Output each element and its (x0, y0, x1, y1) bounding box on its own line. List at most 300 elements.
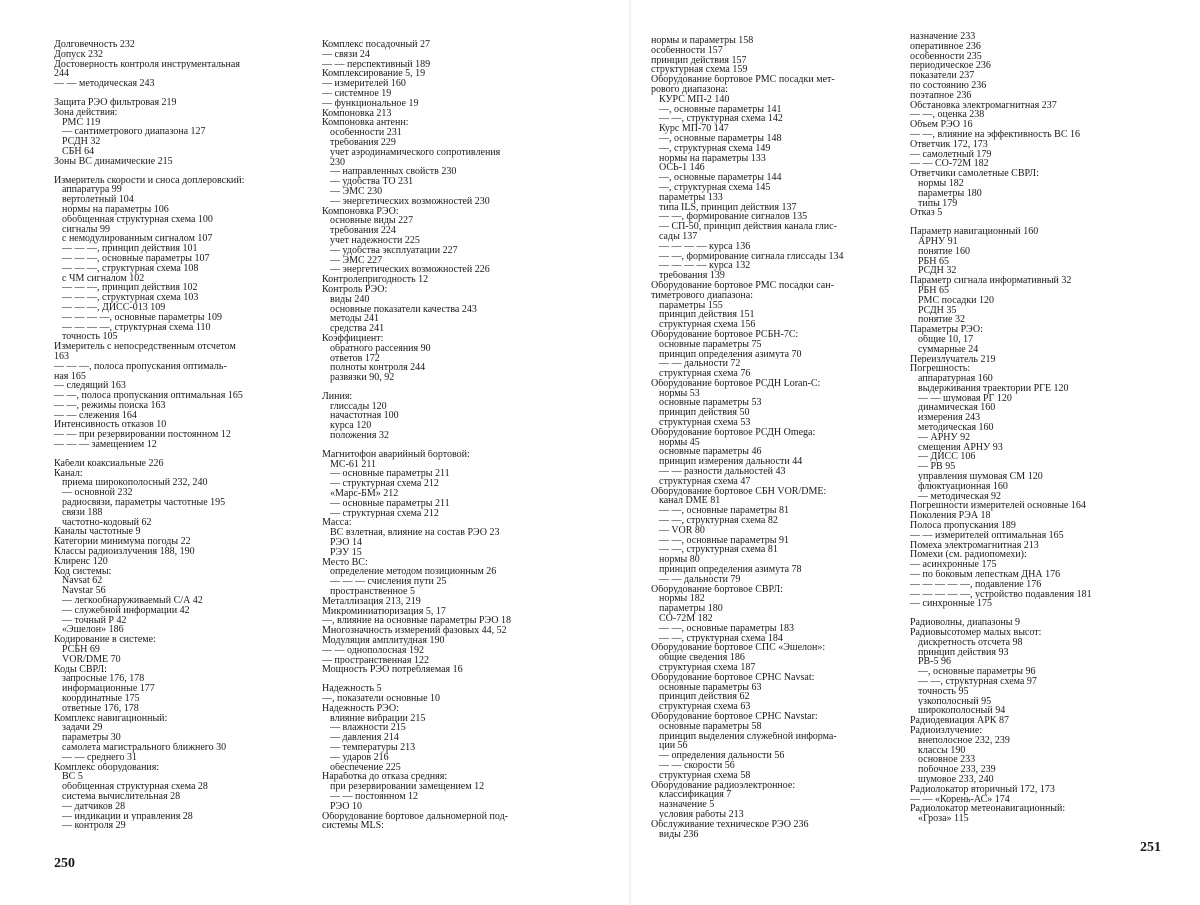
index-entry: — СП-50, принцип действия канала глис- (659, 222, 837, 232)
index-entry: — АРНУ 92 (918, 432, 971, 443)
index-entry: понятие 160 (918, 246, 970, 257)
index-entry: 163 (54, 351, 69, 362)
index-gap (322, 675, 612, 684)
index-entry: параметры 180 (659, 604, 723, 615)
index-entry: основные показатели качества 243 (330, 304, 477, 315)
index-entry: требования 139 (659, 271, 725, 281)
index-entry: смещения АРНУ 93 (918, 442, 1003, 453)
index-entry: требования 229 (330, 137, 396, 148)
index-entry: — служебной информации 42 (62, 605, 190, 616)
index-gap (54, 450, 308, 459)
index-entry: тиметрового диапазона: (651, 290, 753, 301)
index-entry: — — методическая 243 (54, 79, 155, 89)
index-entry: Оборудование бортовое РМС посадки мет- (651, 75, 835, 85)
index-entry: нормы 45 (659, 437, 700, 448)
index-entry: — — — —, основные параметры 109 (62, 312, 222, 323)
index-entry: — измерителей 160 (322, 79, 406, 89)
index-entry: системы MLS: (322, 821, 384, 832)
index-gap (910, 609, 1180, 618)
index-entry: ответные 176, 178 (62, 703, 139, 714)
index-entry: — контроля 29 (62, 821, 126, 832)
index-entry: «Эшелон» 186 (62, 625, 124, 636)
index-entry: учет аэродинамического сопротивления (330, 147, 501, 158)
index-entry: Металлизация 213, 219 (322, 596, 421, 607)
index-entry: приема широкополосный 232, 240 (62, 478, 208, 489)
index-entry: методы 241 (330, 314, 380, 325)
index-entry: — —, структурная схема 97 (918, 677, 1037, 687)
index-entry: Кодирование в системе: (54, 635, 156, 646)
index-entry: широкополосный 94 (918, 706, 1006, 717)
index-entry: Линия: (322, 391, 353, 402)
index-entry: Надежность РЭО: (322, 703, 399, 714)
index-entry: Оборудование бортовое РСБН-7С: (651, 329, 799, 340)
index-entry: РСБН 69 (62, 645, 100, 655)
index-entry: — — — замещением 12 (54, 440, 157, 450)
index-entry: РМС посадки 120 (918, 295, 995, 306)
index-entry: — ЭМС 230 (330, 186, 383, 197)
index-entry: Параметр сигнала информативный 32 (910, 276, 1072, 286)
index-entry: — —, формирование сигнала глиссады 134 (659, 251, 844, 262)
index-entry: — сантиметрового диапазона 127 (62, 127, 206, 138)
index-entry: МС-61 211 (330, 459, 377, 470)
index-entry: выдерживания траектории РГЕ 120 (918, 383, 1069, 394)
index-entry: классы 190 (918, 745, 966, 756)
index-entry: Канал: (54, 468, 83, 479)
index-entry: Объем РЭО 16 (910, 120, 973, 130)
index-entry: — —, оценка 238 (910, 110, 985, 121)
index-entry: принцип действия 93 (918, 647, 1009, 658)
index-entry: Полоса пропускания 189 (910, 521, 1016, 531)
index-entry: — —, основные параметры 183 (659, 623, 794, 634)
index-entry: Радиодевиация АРК 87 (910, 716, 1009, 726)
index-entry: — — — — —, подавление 176 (910, 579, 1042, 590)
index-column-2 (322, 40, 612, 831)
index-entry: — VOR 80 (659, 525, 705, 536)
index-entry: СО-72М 182 (659, 614, 713, 624)
index-entry: РСДН 35 (918, 305, 957, 316)
index-entry: по состоянию 236 (910, 80, 987, 91)
index-entry: нормы 80 (659, 555, 700, 566)
index-entry: дискретность отсчета 98 (918, 637, 1023, 648)
index-entry: суммарные 24 (918, 344, 979, 355)
index-entry: — следящий 163 (54, 381, 126, 392)
index-entry: ВС взлетная, влияние на состав РЭО 23 (330, 528, 500, 539)
index-entry: Параметр навигационный 160 (910, 227, 1039, 237)
index-entry: — —, структурная схема 82 (659, 516, 778, 526)
index-entry: Ответчики самолетные СВРЛ: (910, 169, 1039, 179)
index-entry: классификация 7 (659, 790, 732, 801)
index-entry: основные параметры 63 (659, 682, 762, 693)
index-entry: особенности 235 (910, 51, 982, 62)
index-entry: шумовое 233, 240 (918, 774, 994, 785)
index-entry: — основной 232 (62, 488, 133, 499)
index-entry: Радиолокатор вторичный 172, 173 (910, 784, 1055, 795)
index-entry: — — при резервировании постоянном 12 (54, 430, 231, 441)
index-column-1 (54, 40, 308, 831)
index-entry: обратного рассеяния 90 (330, 343, 431, 354)
index-entry: обеспечение 225 (330, 762, 401, 773)
index-entry: методическая 160 (918, 423, 994, 433)
index-entry: 244 (54, 69, 69, 80)
index-entry: — давления 214 (330, 733, 399, 743)
index-entry: измерения 243 (918, 413, 981, 424)
index-entry: — ДИСС 106 (918, 452, 976, 463)
index-entry: начастотная 100 (330, 411, 399, 422)
index-entry: принцип действия 151 (659, 310, 755, 321)
index-entry: РВ-5 96 (918, 657, 952, 668)
index-entry: Измеритель с непосредственным отсчетом (54, 342, 236, 352)
index-entry: VOR/DME 70 (62, 654, 121, 665)
index-entry: — — — — курса 136 (659, 241, 751, 252)
index-entry: точность 105 (62, 332, 118, 343)
index-entry: Ответчик 172, 173 (910, 139, 988, 150)
index-entry: основные параметры 58 (659, 721, 762, 732)
index-entry: Многозначность измерений фазовых 44, 52 (322, 626, 507, 637)
index-entry: ответов 172 (330, 353, 380, 364)
index-entry: учет надежности 225 (330, 235, 420, 246)
index-entry: РЭУ 15 (330, 547, 362, 558)
index-entry: «Гроза» 115 (918, 814, 969, 824)
index-entry: — —, основные параметры 81 (659, 506, 789, 517)
index-entry: динамическая 160 (918, 403, 996, 414)
index-entry: ВС 5 (62, 772, 83, 783)
index-entry: параметры 180 (918, 188, 982, 199)
index-entry: —, влияние на основные параметры РЭО 18 (322, 616, 511, 627)
index-entry: Измеритель скорости и сноса доплеровский: (54, 175, 245, 186)
index-entry: полноты контроля 244 (330, 363, 426, 374)
index-entry: показатели 237 (910, 71, 975, 81)
index-entry: структурная схема 63 (659, 702, 751, 712)
index-entry: общие сведения 186 (659, 653, 745, 663)
index-gap (322, 441, 612, 450)
index-entry: параметры 155 (659, 300, 723, 311)
index-entry: Оборудование бортовое СРНС Navsat: (651, 672, 815, 683)
index-entry: общие 10, 17 (918, 334, 974, 345)
index-entry: средства 241 (330, 324, 385, 334)
index-entry: — — — — курса 132 (659, 261, 751, 272)
index-entry: — датчиков 28 (62, 801, 126, 812)
index-entry: принцип измерения дальности 44 (659, 457, 803, 468)
index-entry: — энергетических возможностей 226 (330, 265, 490, 276)
index-entry: нормы 182 (918, 178, 964, 189)
index-entry: Navsat 62 (62, 576, 103, 587)
index-entry: — —, полоса пропускания оптимальная 165 (54, 391, 243, 401)
index-entry: — основные параметры 211 (330, 469, 450, 480)
index-entry: — — разности дальностей 43 (659, 467, 786, 477)
index-entry: Каналы частотные 9 (54, 527, 141, 538)
index-entry: Наработка до отказа средняя: (322, 772, 448, 783)
index-entry: — точный Р 42 (62, 615, 127, 626)
index-entry: — —, основные параметры 91 (659, 535, 789, 546)
index-entry: управления шумовая СМ 120 (918, 472, 1043, 482)
index-entry: — влажности 215 (330, 723, 406, 734)
index-entry: — — среднего 31 (62, 752, 137, 763)
index-entry: структурная схема 156 (659, 320, 756, 330)
index-entry: структурная схема 58 (659, 770, 751, 781)
index-entry: Место ВС: (322, 557, 368, 568)
index-entry: запросные 176, 178 (62, 674, 145, 685)
index-entry: основные виды 227 (330, 216, 414, 227)
index-entry: назначение 5 (659, 800, 715, 810)
index-entry: структурная схема 159 (651, 65, 748, 76)
index-entry: — — — — —, устройство подавления 181 (910, 589, 1092, 600)
index-entry: нормы на параметры 106 (62, 204, 169, 215)
index-entry: Оборудование бортовое СРНС Navstar: (651, 711, 818, 722)
index-entry: — — —, основные параметры 107 (62, 253, 210, 264)
index-entry: Надежность 5 (322, 684, 382, 694)
index-entry: флюктуационная 160 (918, 481, 1008, 492)
index-entry: назначение 233 (910, 32, 976, 42)
index-entry: — — —, полоса пропускания оптималь- (54, 361, 227, 372)
index-entry: —, структурная схема 149 (659, 143, 771, 154)
index-entry: — —, структурная схема 142 (659, 114, 783, 125)
index-entry: — связи 24 (322, 49, 370, 60)
index-entry: Оборудование бортовое РСДН Omega: (651, 427, 816, 438)
index-entry: задачи 29 (62, 723, 103, 734)
index-entry: принцип определения азимута 78 (659, 565, 802, 575)
index-entry: Оборудование бортовое РМС посадки сан- (651, 280, 834, 291)
index-entry: —, основные параметры 141 (659, 104, 782, 115)
index-entry: условия работы 213 (659, 809, 744, 820)
index-entry: — РВ 95 (918, 462, 956, 473)
index-entry: Допуск 232 (54, 49, 103, 60)
index-entry: — по боковым лепесткам ДНА 176 (910, 570, 1061, 580)
index-entry: — энергетических возможностей 230 (330, 196, 490, 207)
index-entry: система вычислительная 28 (62, 791, 181, 802)
index-entry: с ЧМ сигналом 102 (62, 273, 145, 284)
index-entry: — — —, структурная схема 103 (62, 293, 199, 303)
index-entry: Радиовысотомер малых высот: (910, 628, 1042, 638)
index-entry: 230 (330, 157, 345, 168)
index-entry: побочное 233, 239 (918, 765, 996, 775)
index-entry: —, структурная схема 145 (659, 182, 771, 193)
index-entry: — — —, принцип действия 102 (62, 283, 198, 294)
index-entry: Модуляция амплитудная 190 (322, 636, 445, 646)
index-column-3 (651, 36, 901, 839)
index-gap (54, 167, 308, 176)
index-entry: РБН 65 (918, 256, 950, 267)
index-entry: — температуры 213 (330, 742, 416, 753)
book-fold (628, 0, 632, 905)
index-entry: — определения дальности 56 (659, 751, 785, 761)
index-entry: — — —, принцип действия 101 (62, 244, 198, 254)
index-entry: Оборудование бортовое СПС «Эшелон»: (651, 643, 826, 654)
index-entry: Погрешность: (910, 364, 971, 375)
index-entry: принцип определения азимута 70 (659, 349, 802, 360)
index-entry: Комплекс оборудования: (54, 762, 160, 773)
index-entry: связи 188 (62, 507, 103, 518)
index-entry: Контроль РЭО: (322, 284, 388, 295)
index-entry: с немодулированным сигналом 107 (62, 234, 213, 245)
index-entry: — — —, ДИСС-013 109 (62, 302, 166, 313)
index-entry: — асинхронные 175 (910, 560, 997, 571)
index-entry: — — однополосная 192 (322, 645, 424, 656)
index-entry: — — слежения 164 (54, 410, 137, 421)
index-entry: Оборудование бортовое РСДН Loran-C: (651, 378, 821, 389)
index-entry: — удобства эксплуатации 227 (330, 245, 458, 256)
index-entry: Оборудование бортовое дальномерной под- (322, 811, 508, 822)
index-entry: — — дальности 79 (659, 574, 741, 585)
index-entry: обобщенная структурная схема 100 (62, 214, 213, 225)
index-entry: требования 224 (330, 226, 396, 236)
index-entry: Переизлучатель 219 (910, 354, 996, 365)
index-entry: координатные 175 (62, 694, 140, 704)
index-entry: нормы и параметры 158 (651, 36, 754, 46)
index-entry: — структурная схема 212 (330, 508, 439, 519)
index-entry: Компоновка 213 (322, 108, 392, 119)
index-entry: основные параметры 75 (659, 339, 762, 350)
index-entry: — легкообнаруживаемый С/А 42 (62, 596, 203, 606)
index-entry: —, показатели основные 10 (322, 694, 441, 704)
index-entry: — —, формирование сигналов 135 (659, 212, 808, 223)
index-entry: Радиолокатор метеонавигационный: (910, 804, 1066, 815)
index-entry: влияние вибрации 215 (330, 713, 426, 724)
index-entry: Обслуживание техническое РЭО 236 (651, 819, 809, 830)
index-entry: Микроминиатюризация 5, 17 (322, 606, 446, 617)
index-entry: ции 56 (659, 741, 688, 752)
index-entry: нормы на параметры 133 (659, 153, 766, 164)
index-entry: Классы радиоизлучения 188, 190 (54, 547, 195, 557)
index-entry: структурная схема 47 (659, 476, 751, 487)
index-entry: нормы 182 (659, 594, 705, 605)
index-entry: информационные 177 (62, 684, 155, 694)
index-entry: Комплекс навигационный: (54, 713, 168, 724)
index-gap (910, 218, 1180, 227)
index-entry: РБН 65 (918, 285, 950, 296)
index-entry: Коэффициент: (322, 333, 384, 344)
index-entry: — структурная схема 212 (330, 479, 439, 490)
index-entry: положения 32 (330, 431, 389, 441)
index-entry: —, основные параметры 144 (659, 173, 782, 183)
index-entry: виды 240 (330, 294, 370, 305)
index-entry: особенности 231 (330, 128, 402, 138)
index-entry: Зоны ВС динамические 215 (54, 156, 173, 167)
index-entry: Коды СВРЛ: (54, 664, 107, 675)
index-entry: Параметры РЭО: (910, 325, 983, 335)
page-number-right: 251 (1140, 840, 1161, 855)
index-entry: Курс МП-70 147 (659, 124, 729, 134)
index-entry: развязки 90, 92 (330, 373, 395, 383)
index-entry: СБН 64 (62, 146, 95, 157)
index-entry: поэтапное 236 (910, 90, 972, 101)
index-entry: Комплекс посадочный 27 (322, 40, 431, 50)
index-entry: Оборудование бортовое СБН VOR/DME: (651, 486, 827, 497)
index-entry: ная 165 (54, 371, 86, 382)
index-entry: — ЭМС 227 (330, 255, 383, 266)
index-entry: внеполосное 232, 239 (918, 735, 1010, 746)
index-entry: Navstar 56 (62, 586, 106, 597)
index-entry: — ударов 216 (330, 752, 389, 763)
index-entry: ОСЬ-1 146 (659, 163, 705, 174)
index-entry: — — измерителей оптимальная 165 (910, 530, 1064, 541)
index-entry: — —, структурная схема 184 (659, 633, 783, 644)
index-entry: АРНУ 91 (918, 236, 958, 247)
index-entry: —, основные параметры 148 (659, 133, 782, 144)
index-entry: понятие 32 (918, 315, 965, 326)
index-entry: типы 179 (918, 198, 958, 209)
index-entry: при резервировании замещением 12 (330, 782, 485, 792)
index-entry: типа ILS, принцип действия 137 (659, 202, 797, 213)
index-entry: Помеха электромагнитная 213 (910, 540, 1039, 551)
index-entry: особенности 157 (651, 45, 723, 56)
index-entry: Интенсивность отказов 10 (54, 420, 167, 431)
index-entry: самолета магистрального ближнего 30 (62, 742, 227, 753)
page-number-left: 250 (54, 856, 75, 871)
index-entry: Комплексирование 5, 19 (322, 69, 426, 80)
index-entry: вертолетный 104 (62, 195, 134, 205)
index-entry: — — — —, структурная схема 110 (62, 322, 211, 333)
index-entry: — — постоянном 12 (330, 791, 419, 802)
index-entry: РЭО 14 (330, 538, 363, 548)
index-entry: — методическая 92 (918, 491, 1002, 502)
index-entry: РСДН 32 (918, 266, 957, 277)
index-entry: Мощность РЭО потребляемая 16 (322, 665, 463, 676)
index-entry: нормы 53 (659, 388, 700, 399)
index-entry: — — «Корень-АС» 174 (910, 794, 1010, 805)
index-entry: основные параметры 46 (659, 447, 762, 458)
index-entry: — самолетный 179 (910, 149, 992, 160)
index-entry: аппаратурная 160 (918, 374, 993, 384)
index-entry: параметры 30 (62, 733, 121, 743)
index-entry: Категории минимума погоды 22 (54, 537, 191, 548)
index-entry: принцип действия 157 (651, 55, 747, 66)
index-entry: Погрешности измерителей основные 164 (910, 501, 1086, 512)
index-entry: определение методом позиционным 26 (330, 567, 497, 578)
index-entry: Зона действия: (54, 107, 118, 118)
index-entry: — —, режимы поиска 163 (54, 400, 166, 411)
index-entry: Помехи (см. радиопомехи): (910, 550, 1027, 561)
index-entry: рового диапазона: (651, 84, 729, 95)
index-entry: — — дальности 72 (659, 359, 741, 370)
index-entry: Магнитофон аварийный бортовой: (322, 449, 470, 460)
index-entry: — — — счисления пути 25 (330, 577, 447, 588)
index-gap (322, 383, 612, 392)
index-entry: РЭО 10 (330, 801, 363, 812)
index-entry: аппаратура 99 (62, 185, 122, 196)
index-entry: узкополосный 95 (918, 696, 992, 707)
index-entry: — — перспективный 189 (322, 59, 431, 70)
index-entry: —, основные параметры 96 (918, 667, 1036, 677)
index-entry: — индикации и управления 28 (62, 811, 193, 822)
index-entry: оперативное 236 (910, 41, 981, 52)
index-entry: Защита РЭО фильтровая 219 (54, 97, 177, 108)
index-entry: принцип действия 50 (659, 408, 750, 419)
index-entry: структурная схема 76 (659, 369, 751, 379)
index-entry: Компоновка антенн: (322, 118, 409, 129)
index-entry: — синхронные 175 (910, 599, 993, 610)
index-entry: — — скорости 56 (659, 760, 735, 771)
index-entry: структурная схема 187 (659, 663, 756, 673)
index-entry: РСДН 32 (62, 137, 101, 147)
index-entry: — направленных свойств 230 (330, 167, 457, 178)
index-entry: Клиренс 120 (54, 556, 108, 567)
index-entry: пространственное 5 (330, 587, 415, 597)
index-entry: Обстановка электромагнитная 237 (910, 100, 1057, 111)
index-entry: — —, структурная схема 81 (659, 545, 778, 556)
index-entry: — — —, структурная схема 108 (62, 263, 199, 274)
index-entry: виды 236 (659, 829, 699, 840)
index-entry: — — шумовая РГ 120 (918, 393, 1012, 404)
index-entry: частотно-кодовый 62 (62, 517, 152, 528)
index-entry: КУРС МП-2 140 (659, 94, 730, 105)
index-entry: принцип действия 62 (659, 692, 750, 703)
index-column-4 (910, 32, 1180, 824)
index-entry: основное 233 (918, 755, 976, 766)
index-entry: сады 137 (659, 231, 698, 242)
index-entry: принцип выделения служебной информа- (659, 731, 837, 742)
index-entry: Компоновка РЭО: (322, 206, 399, 217)
index-entry: — основные параметры 211 (330, 498, 450, 509)
